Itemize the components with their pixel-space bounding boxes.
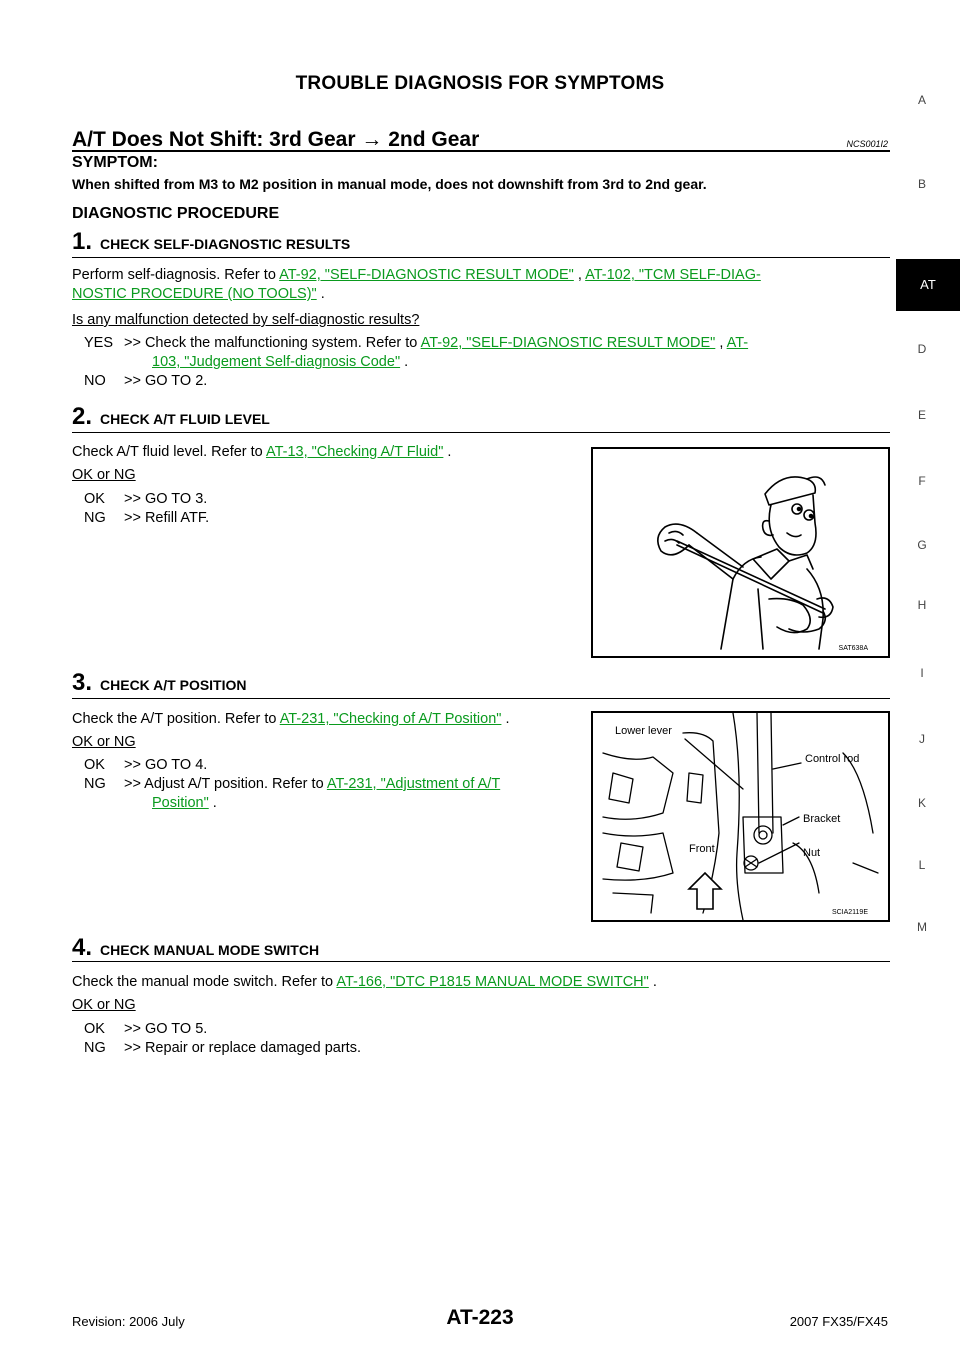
ng-label: NG [84, 510, 106, 526]
link-at-13[interactable]: AT-13, "Checking A/T Fluid" [265, 444, 444, 460]
label-nut: Nut [803, 847, 821, 859]
side-index-f[interactable]: F [918, 474, 926, 488]
side-index-g[interactable]: G [917, 538, 927, 552]
label-bracket: Bracket [803, 813, 841, 825]
section-code: NCS001I2 [846, 139, 888, 149]
ng-body [124, 775, 584, 813]
yes-label: YES [84, 335, 114, 351]
ok-text: >> GO TO 3. [124, 491, 208, 507]
end-text: . [400, 354, 409, 370]
label-control-rod: Control rod [805, 753, 860, 765]
step-2-question: OK or NG [72, 467, 136, 483]
procedure-heading: DIAGNOSTIC PROCEDURE [72, 205, 280, 222]
footer-page-number: AT-223 [446, 1306, 514, 1329]
side-index-b[interactable]: B [917, 177, 926, 191]
link-at-166[interactable]: AT-166, "DTC P1815 MANUAL MODE SWITCH" [336, 974, 649, 990]
step-number: 3. [72, 669, 93, 696]
ok-label: OK [84, 757, 105, 773]
label-lower-lever: Lower lever [615, 725, 672, 737]
separator-text: , [573, 267, 586, 283]
ok-text: >> GO TO 5. [124, 1021, 208, 1037]
side-index-d[interactable]: D [917, 342, 927, 356]
section-title [72, 128, 479, 152]
ng-text: >> Adjust A/T position. Refer to [124, 776, 327, 792]
end-text: . [316, 286, 325, 302]
label-front: Front [689, 843, 715, 855]
step-number: 2. [72, 403, 93, 430]
side-index-i[interactable]: I [920, 666, 924, 680]
arrow-icon: → [361, 128, 383, 151]
step-1-instruction [72, 266, 890, 304]
side-index-e[interactable]: E [917, 408, 926, 422]
page-header-title: TROUBLE DIAGNOSIS FOR SYMPTOMS [295, 73, 665, 94]
end-text: . [208, 795, 217, 811]
separator-text: , [715, 335, 727, 351]
no-label: NO [84, 373, 106, 389]
step-number: 1. [72, 228, 93, 255]
step-1-heading [72, 228, 351, 255]
step-4-ok-result [84, 1020, 484, 1040]
front-arrow-icon [689, 873, 721, 909]
instruction-text: Perform self-diagnosis. Refer to [72, 267, 280, 283]
side-index-l[interactable]: L [918, 858, 926, 872]
link-at-102-cont[interactable]: NOSTIC PROCEDURE (NO TOOLS)" [72, 286, 317, 302]
step-title: CHECK A/T FLUID LEVEL [100, 411, 270, 427]
symptom-text: When shifted from M3 to M2 position in manual mode, does not downshift from 3rd to 2nd gear. [72, 176, 707, 192]
step-title: CHECK SELF-DIAGNOSTIC RESULTS [100, 236, 351, 252]
step-3-ok-result [84, 756, 484, 776]
step-2-ng-result [84, 509, 484, 529]
end-text: . [443, 444, 452, 460]
step-1-yes-result [84, 334, 890, 374]
step-title: CHECK MANUAL MODE SWITCH [100, 942, 320, 958]
link-at-103-cont[interactable]: 103, "Judgement Self-diagnosis Code" [152, 354, 401, 370]
ok-label: OK [84, 1021, 105, 1037]
symptom-label: SYMPTOM: [72, 154, 158, 171]
step-rule [72, 961, 890, 962]
side-index-k[interactable]: K [917, 796, 926, 810]
step-4-question: OK or NG [72, 997, 136, 1013]
instruction-text: Check the A/T position. Refer to [72, 711, 280, 727]
step-2-instruction [72, 443, 451, 462]
step-3-question: OK or NG [72, 734, 136, 750]
footer-revision: Revision: 2006 July [72, 1314, 185, 1329]
step-title: CHECK A/T POSITION [100, 677, 247, 693]
link-at-231-adjust-cont[interactable]: Position" [152, 795, 209, 811]
yes-body [124, 334, 890, 372]
step-4-instruction [72, 973, 657, 992]
ok-text: >> GO TO 4. [124, 757, 208, 773]
ng-label: NG [84, 776, 106, 792]
link-at-92-yes[interactable]: AT-92, "SELF-DIAGNOSTIC RESULT MODE" [420, 335, 716, 351]
ok-label: OK [84, 491, 105, 507]
position-linkage-figure [591, 711, 890, 922]
link-at-231-adjust[interactable]: AT-231, "Adjustment of A/T [326, 776, 501, 792]
footer-model: 2007 FX35/FX45 [789, 1314, 888, 1329]
yes-text: >> Check the malfunctioning system. Refer to [124, 335, 421, 351]
step-number: 4. [72, 934, 93, 961]
step-rule [72, 432, 890, 433]
link-at-92[interactable]: AT-92, "SELF-DIAGNOSTIC RESULT MODE" [279, 267, 574, 283]
instruction-text: Check A/T fluid level. Refer to [72, 444, 266, 460]
link-at-102[interactable]: AT-102, "TCM SELF-DIAG- [585, 267, 761, 283]
instruction-text: Check the manual mode switch. Refer to [72, 974, 337, 990]
step-3-ng-result [84, 775, 584, 815]
figure-code: SAT638A [838, 645, 868, 652]
step-2-ok-result [84, 490, 484, 510]
side-index-a[interactable]: A [917, 93, 926, 107]
step-rule [72, 257, 890, 258]
step-rule [72, 698, 890, 699]
ng-text: >> Repair or replace damaged parts. [124, 1040, 361, 1056]
side-index-at-active[interactable]: AT [896, 259, 960, 311]
link-at-103[interactable]: AT- [726, 335, 749, 351]
title-rule [72, 150, 890, 152]
section-title-suffix: 2nd Gear [388, 128, 480, 151]
step-1-question: Is any malfunction detected by self-diagnostic results? [72, 312, 420, 328]
technician-illustration [593, 449, 888, 656]
step-4-heading [72, 934, 320, 961]
section-title-prefix: A/T Does Not Shift: 3rd Gear [72, 128, 356, 151]
step-1-no-result [84, 372, 484, 392]
step-3-instruction [72, 710, 509, 729]
fluid-check-figure [591, 447, 890, 658]
side-index-h[interactable]: H [917, 598, 927, 612]
ng-text: >> Refill ATF. [124, 510, 210, 526]
side-index-j[interactable]: J [919, 732, 925, 746]
side-index-m[interactable]: M [917, 920, 927, 934]
no-text: >> GO TO 2. [124, 373, 208, 389]
end-text: . [648, 974, 657, 990]
step-4-ng-result [84, 1039, 584, 1059]
linkage-illustration [593, 713, 888, 920]
link-at-231-check[interactable]: AT-231, "Checking of A/T Position" [279, 711, 502, 727]
figure-code: SCIA2119E [831, 909, 868, 916]
end-text: . [501, 711, 510, 727]
ng-label: NG [84, 1040, 106, 1056]
step-3-heading [72, 669, 247, 696]
step-2-heading [72, 403, 270, 430]
